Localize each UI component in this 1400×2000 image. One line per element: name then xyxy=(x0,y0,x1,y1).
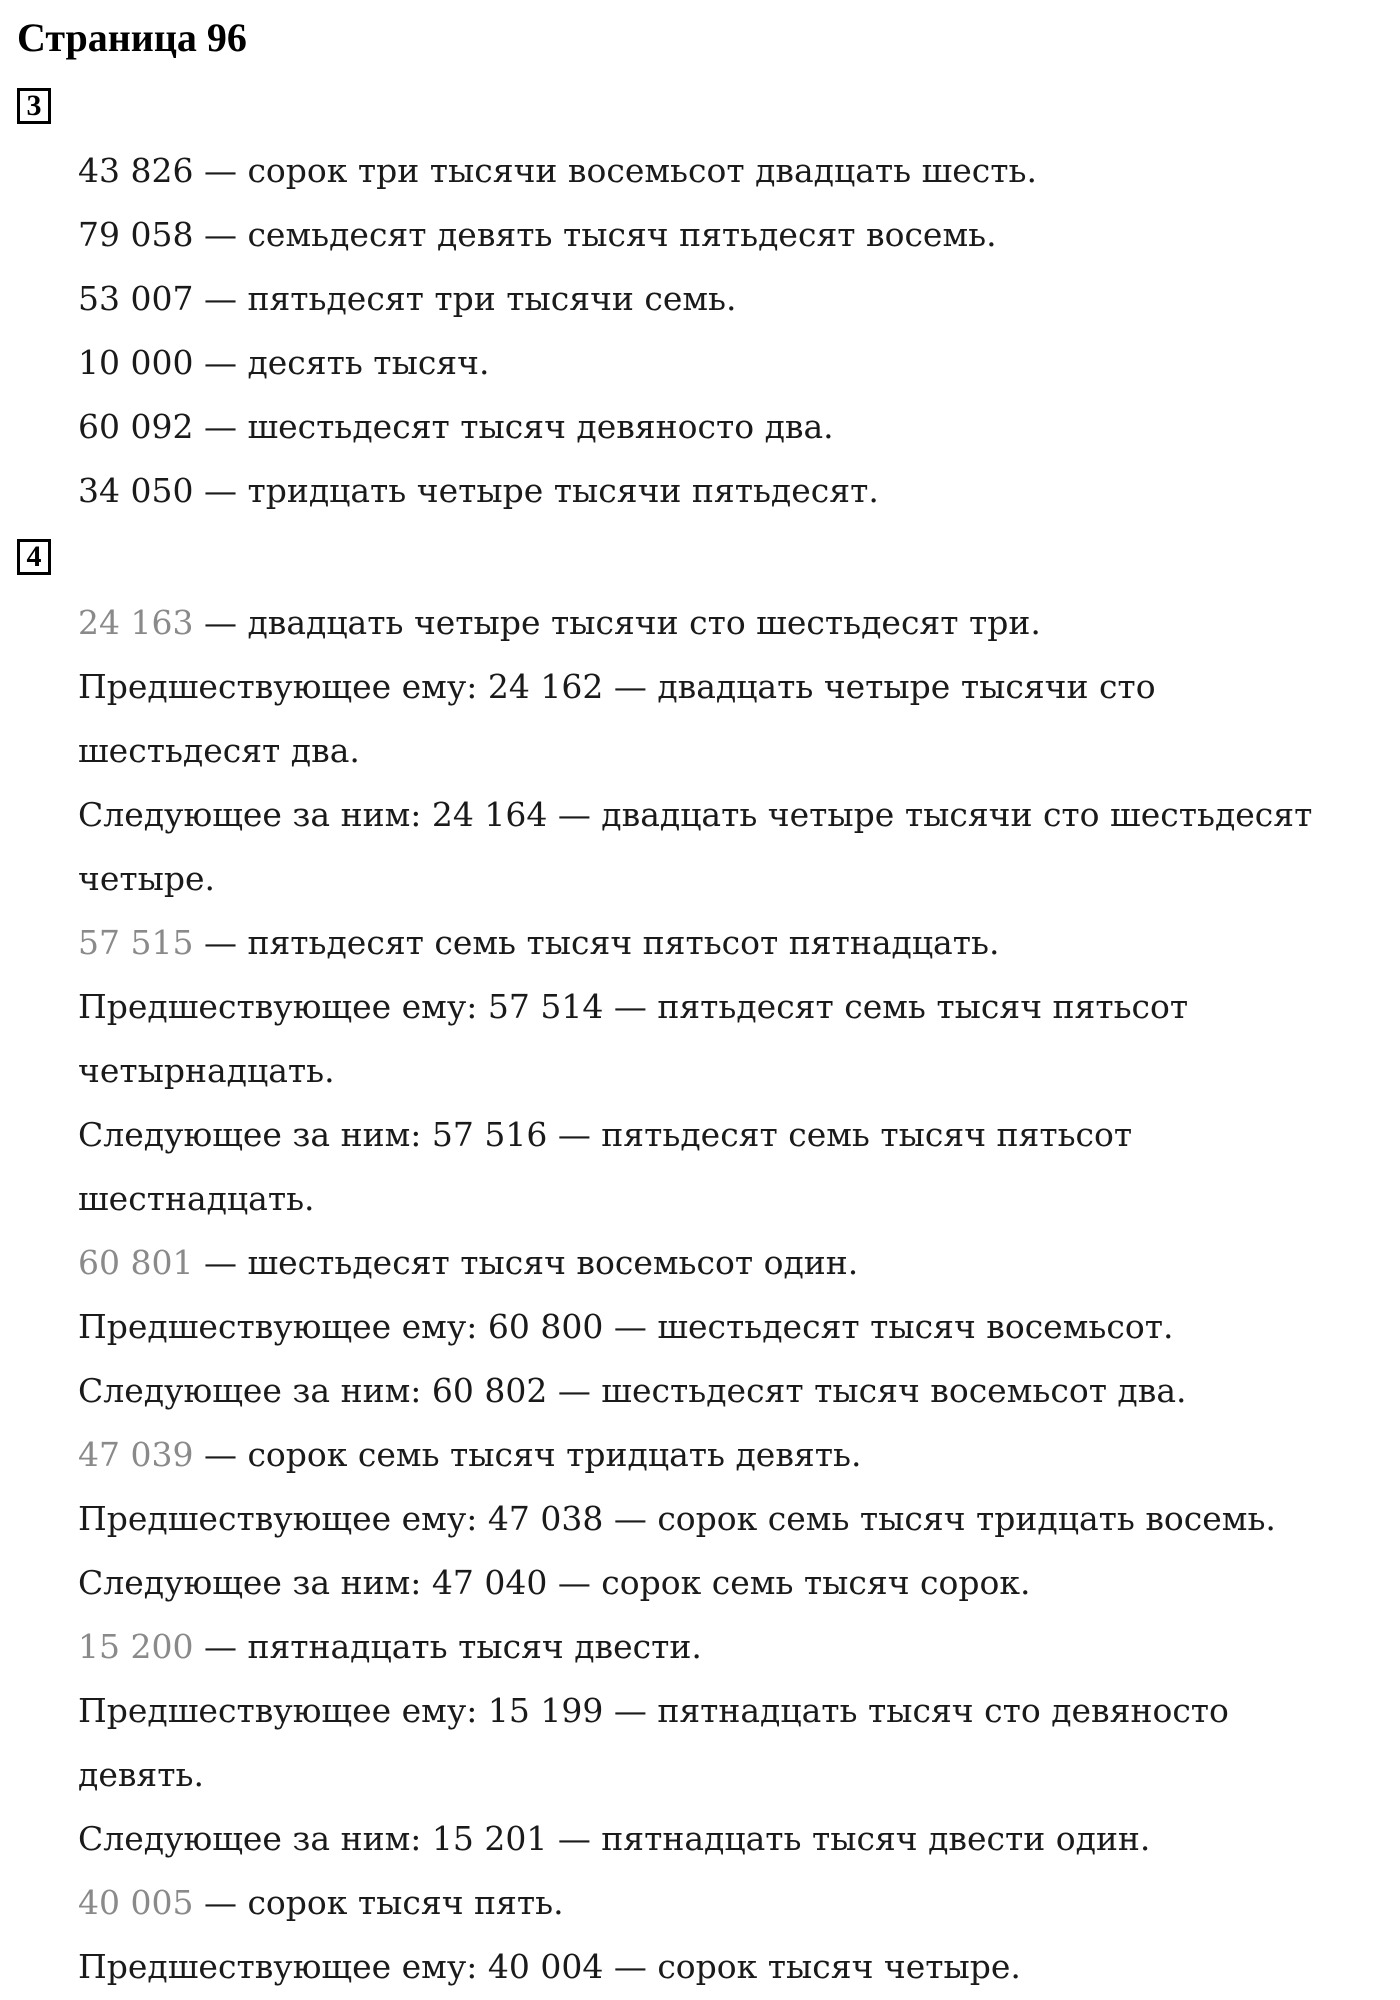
answer-line xyxy=(78,655,1312,719)
answer-text: девять. xyxy=(78,1755,204,1794)
answer-text: — двадцать четыре тысячи сто шестьдесят три. xyxy=(193,603,1041,642)
page-title: Страница 96 xyxy=(17,15,247,60)
answer-line xyxy=(78,1551,1312,1615)
answer-line xyxy=(78,1231,1312,1295)
answer-line xyxy=(78,1039,1312,1103)
answer-line xyxy=(78,459,1037,523)
answer-line xyxy=(78,1103,1312,1167)
task-4-answers xyxy=(78,591,1312,1999)
answer-line xyxy=(78,139,1037,203)
answer-text: — сорок тысяч пять. xyxy=(193,1883,564,1922)
answer-text: — семьдесят девять тысяч пятьдесят восемь. xyxy=(193,215,997,254)
answer-number: 57 515 xyxy=(78,923,194,962)
answer-text: Следующее за ним: 15 201 — пятнадцать тысяч двести один. xyxy=(78,1819,1151,1858)
answer-text: Предшествующее ему: 57 514 — пятьдесят семь тысяч пятьсот xyxy=(78,987,1189,1026)
answer-line xyxy=(78,331,1037,395)
answer-text: — пятьдесят три тысячи семь. xyxy=(193,279,737,318)
answer-text: шестнадцать. xyxy=(78,1179,315,1218)
answer-line xyxy=(78,1615,1312,1679)
answer-number: 15 200 xyxy=(78,1627,194,1666)
answer-line xyxy=(78,1935,1312,1999)
answer-text: Следующее за ним: 24 164 — двадцать четыре тысячи сто шестьдесят xyxy=(78,795,1313,834)
answer-text: Следующее за ним: 60 802 — шестьдесят тысяч восемьсот два. xyxy=(78,1371,1187,1410)
answer-text: шестьдесят два. xyxy=(78,731,360,770)
answer-text: Предшествующее ему: 60 800 — шестьдесят тысяч восемьсот. xyxy=(78,1307,1174,1346)
answer-text: Предшествующее ему: 15 199 — пятнадцать тысяч сто девяносто xyxy=(78,1691,1229,1730)
answer-text: — шестьдесят тысяч девяносто два. xyxy=(193,407,834,446)
answer-number: 53 007 xyxy=(78,279,194,318)
answer-line xyxy=(78,1679,1312,1743)
task-number-box: 3 xyxy=(17,88,51,124)
answer-line xyxy=(78,591,1312,655)
answer-line xyxy=(78,975,1312,1039)
answer-text: — сорок семь тысяч тридцать девять. xyxy=(193,1435,862,1474)
answer-text: Предшествующее ему: 40 004 — сорок тысяч четыре. xyxy=(78,1947,1021,1986)
answer-text: — десять тысяч. xyxy=(193,343,490,382)
answer-line xyxy=(78,1871,1312,1935)
answer-text: — шестьдесят тысяч восемьсот один. xyxy=(193,1243,859,1282)
answer-line xyxy=(78,395,1037,459)
answer-text: четырнадцать. xyxy=(78,1051,335,1090)
answer-line xyxy=(78,1295,1312,1359)
answer-number: 43 826 xyxy=(78,151,194,190)
answer-number: 60 092 xyxy=(78,407,194,446)
answer-text: — пятьдесят семь тысяч пятьсот пятнадцать. xyxy=(193,923,1000,962)
answer-line xyxy=(78,847,1312,911)
answer-line xyxy=(78,719,1312,783)
answer-text: Следующее за ним: 47 040 — сорок семь тысяч сорок. xyxy=(78,1563,1031,1602)
answer-text: Следующее за ним: 57 516 — пятьдесят семь тысяч пятьсот xyxy=(78,1115,1133,1154)
answer-line xyxy=(78,783,1312,847)
answer-text: Предшествующее ему: 47 038 — сорок семь тысяч тридцать восемь. xyxy=(78,1499,1276,1538)
answer-number: 60 801 xyxy=(78,1243,194,1282)
answer-number: 34 050 xyxy=(78,471,194,510)
answer-number: 10 000 xyxy=(78,343,194,382)
answer-line xyxy=(78,911,1312,975)
task-number-box: 4 xyxy=(17,539,51,575)
task-3-answers xyxy=(78,139,1037,523)
answer-text: Предшествующее ему: 24 162 — двадцать четыре тысячи сто xyxy=(78,667,1156,706)
answer-text: — пятнадцать тысяч двести. xyxy=(193,1627,702,1666)
answer-number: 79 058 xyxy=(78,215,194,254)
answer-text: — тридцать четыре тысячи пятьдесят. xyxy=(193,471,879,510)
answer-line xyxy=(78,267,1037,331)
answer-text: четыре. xyxy=(78,859,216,898)
answer-line xyxy=(78,1743,1312,1807)
answer-line xyxy=(78,1487,1312,1551)
answer-number: 47 039 xyxy=(78,1435,194,1474)
answer-number: 40 005 xyxy=(78,1883,194,1922)
answer-number: 24 163 xyxy=(78,603,194,642)
answer-text: — сорок три тысячи восемьсот двадцать шесть. xyxy=(193,151,1037,190)
answer-line xyxy=(78,1423,1312,1487)
answer-line xyxy=(78,1807,1312,1871)
answer-line xyxy=(78,1167,1312,1231)
answer-line xyxy=(78,203,1037,267)
answer-line xyxy=(78,1359,1312,1423)
